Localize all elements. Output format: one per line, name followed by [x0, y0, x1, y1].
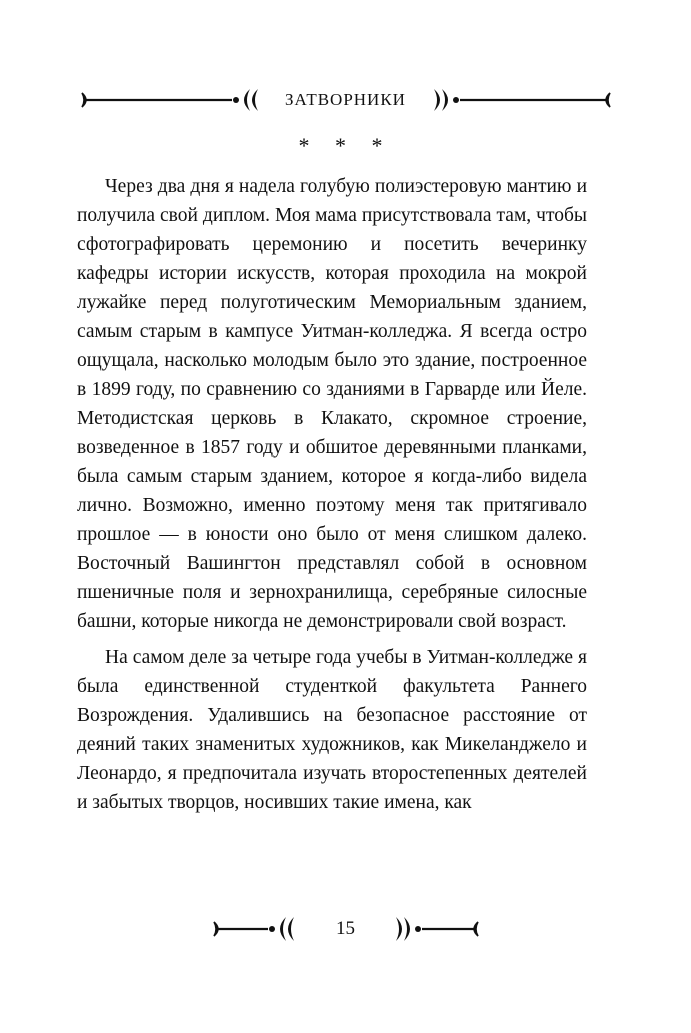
section-break: * * *	[298, 133, 393, 158]
paragraph-1: Через два дня я надела голубую полиэстеровую мантию и получила свой диплом. Моя мама присутствовала там, чтобы сфотографировать церемонию и посетить вечеринку кафедры истории искусств, которая проходила на мокрой лужайке перед полуготическим Мемориальным зданием, самым старым в кампусе Уитман-колледжа. Я всегда остро ощущала, насколько молодым было это здание, построенное в 1899 году, по сравнению со зданиями в Гарварде или Йеле. Методистская церковь в Клакато, скромное строение, возведенное в 1857 году и обшитое деревянными планками, была самым старым зданием, которое я когда-либо видела лично. Возможно, именно поэтому меня так притягивало прошлое — в юности оно было от меня слишком далеко. Восточный Вашингтон представлял собой в основном пшеничные поля и зернохранилища, серебряные силосные башни, которые никогда не демонстрировали свой возраст.	[77, 176, 587, 632]
running-head: ЗАТВОРНИКИ	[285, 90, 406, 109]
page-number: 15	[336, 918, 355, 939]
body-text	[77, 172, 587, 817]
paragraph-2: На самом деле за четыре года учебы в Уитман-колледже я была единственной студенткой факультета Раннего Возрождения. Удалившись на безопасное расстояние от деяний таких знаменитых художников, как Микеланджело и Леонардо, я предпочитала изучать второстепенных деятелей и забытых творцов, носивших такие имена, как	[77, 647, 587, 813]
